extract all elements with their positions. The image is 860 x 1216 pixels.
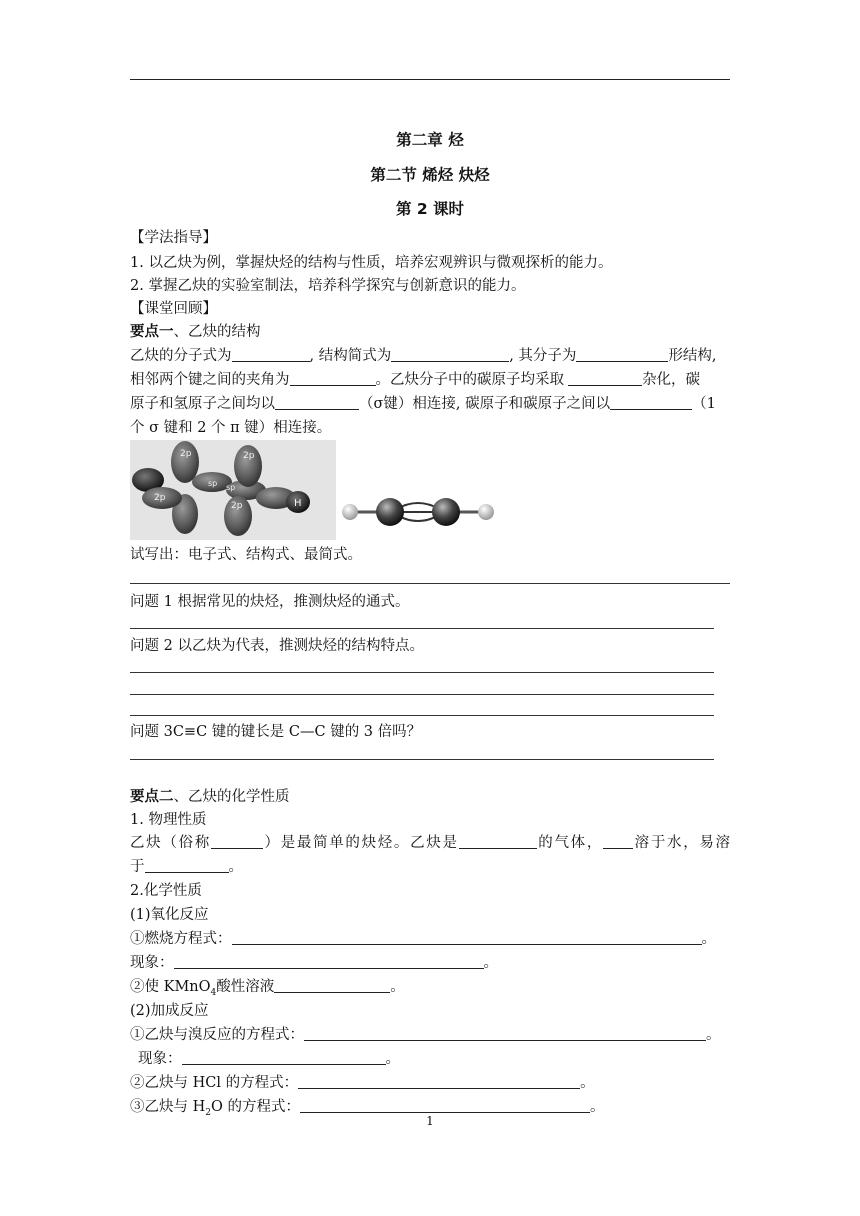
addition-heading: (2)加成反应 [130,1003,209,1019]
point1-line1: 乙炔的分子式为 , 结构简式为 , 其分子为 形结构, [130,348,717,364]
hydrogen-ball-right-icon [478,504,494,520]
blank-bromine-equation[interactable] [304,1026,706,1041]
blank-combustion-equation[interactable] [232,930,702,945]
physical-heading: 1. 物理性质 [130,812,207,828]
guide-item-2: 2. 掌握乙炔的实验室制法，培养科学探究与创新意识的能力。 [130,278,526,294]
acetylene-ball-stick-image [340,490,500,534]
write-prompt: 试写出：电子式、结构式、最简式。 [130,547,362,563]
point1-line3: 原子和氢原子之间均以 （σ键）相连接, 碳原子和碳原子之间以 （1 [130,396,716,412]
question-2: 问题 2 以乙炔为代表，推测炔烃的结构特点。 [130,638,424,654]
blank-bond-angle[interactable] [290,371,376,386]
blank-ch-bond[interactable] [275,395,359,410]
blank-structural-simple[interactable] [391,347,509,362]
page-number: 1 [426,1114,434,1128]
answer-line[interactable] [130,715,714,716]
guide-item-1: 1. 以乙炔为例，掌握炔烃的结构与性质，培养宏观辨识与微观探析的能力。 [130,255,613,271]
blank-combustion-phenomenon[interactable] [174,954,484,969]
section-title: 第二节 烯烃 炔烃 [370,166,490,184]
blank-hybridization[interactable] [568,371,642,386]
hydrogen-ball-left-icon [342,504,358,520]
kmno4-line: ②使 KMnO$_4$酸性溶液 。 [130,979,405,998]
blank-water-equation[interactable] [300,1098,590,1113]
header-rule [130,79,730,80]
oxidation-heading: (1)氧化反应 [130,907,209,923]
blank-shape[interactable] [576,347,668,362]
svg-text:sp: sp [226,483,236,492]
acetylene-orbital-image [130,440,336,540]
water-line: ③乙炔与 $H_2O$ 的方程式： 。 [130,1099,605,1118]
carbon-ball-right-icon [432,498,460,526]
lesson-title: 第 2 课时 [395,200,465,218]
blank-molecular-formula[interactable] [232,347,310,362]
physical-line1: 乙炔（俗称 ）是最简单的炔烃。乙炔是 的气体， 溶于水，易溶 [130,835,731,851]
blank-gas-property[interactable] [459,834,537,849]
review-heading: 【课堂回顾】 [130,301,217,317]
question-1: 问题 1 根据常见的炔烃，推测炔烃的通式。 [130,594,410,610]
answer-line[interactable] [130,628,714,629]
chemical-heading: 2.化学性质 [130,883,202,899]
blank-solubility[interactable] [603,834,633,849]
blank-hcl-equation[interactable] [298,1074,580,1089]
combustion-phenomenon: 现象： 。 [130,955,498,971]
answer-line[interactable] [130,672,714,673]
answer-line[interactable] [130,694,714,695]
answer-line[interactable] [130,759,714,760]
physical-line2: 于 。 [130,859,243,875]
svg-text:2p: 2p [180,449,192,459]
bromine-line: ①乙炔与溴反应的方程式： 。 [130,1027,721,1043]
svg-text:2p: 2p [243,451,255,461]
answer-line[interactable] [130,583,730,584]
point1-title: 要点一、乙炔的结构 [130,324,261,340]
svg-text:2p: 2p [231,501,243,511]
guide-heading: 【学法指导】 [130,230,217,246]
carbon-ball-left-icon [376,498,404,526]
blank-bromine-phenomenon[interactable] [182,1050,386,1065]
blank-common-name[interactable] [211,834,263,849]
combustion-line: ①燃烧方程式： 。 [130,931,716,947]
blank-cc-bond[interactable] [610,395,692,410]
hcl-line: ②乙炔与 HCl 的方程式： 。 [130,1075,595,1091]
svg-text:2p: 2p [154,493,166,503]
point1-line4: 个 σ 键和 2 个 π 键）相连接。 [130,420,332,436]
bromine-phenomenon: 现象： 。 [138,1051,400,1067]
blank-solvent[interactable] [145,858,229,873]
svg-text:sp: sp [208,479,218,488]
question-3: 问题 3C≡C 键的键长是 C—C 键的 3 倍吗？ [130,724,422,740]
point2-title: 要点二、乙炔的化学性质 [130,789,290,805]
svg-text:H: H [294,498,302,509]
point1-line2: 相邻两个键之间的夹角为 。乙炔分子中的碳原子均采取 杂化，碳 [130,372,700,388]
blank-kmno4[interactable] [274,978,390,993]
chapter-title: 第二章 烃 [396,131,464,149]
